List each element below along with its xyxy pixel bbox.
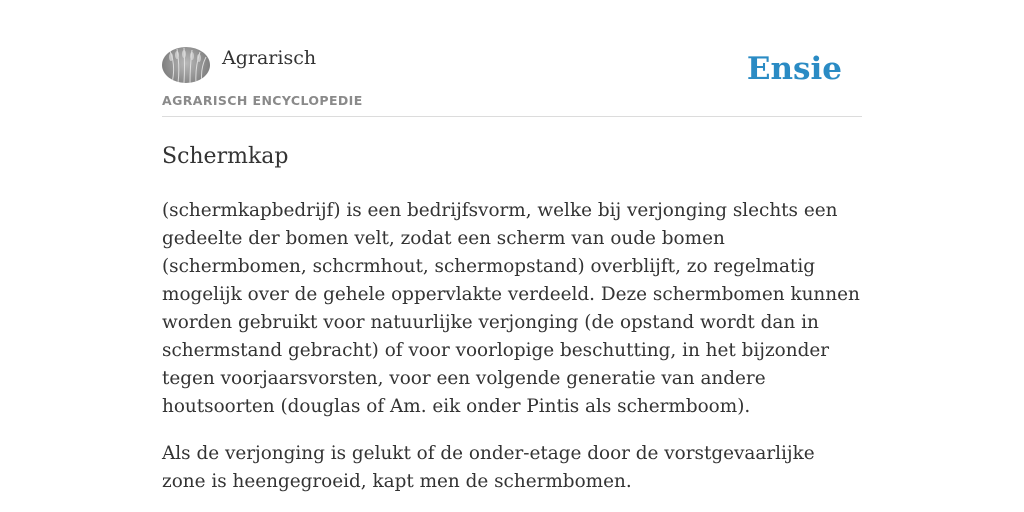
article-body	[162, 197, 862, 496]
article-paragraph: (schermkapbedrijf) is een bedrijfsvorm, welke bij verjonging slechts een gedeelte der bomen velt, zodat een scherm van oude bomen (schermbomen, schcrmhout, schermopstand) overblijft, zo regelmatig mogelijk over de gehele oppervlakte verdeeld. Deze schermbomen kunnen worden gebruikt voor natuurlijke verjonging (de opstand wordt dan in schermstand gebracht) of voor voorlopige beschutting, in het bijzonder tegen voorjaarsvorsten, voor een volgende generatie van andere houtsoorten (douglas of Am. eik onder Pintis als schermboom).	[162, 200, 860, 417]
header	[162, 0, 862, 117]
page-container	[162, 0, 862, 496]
brand-logo-link[interactable]: Ensie	[746, 51, 842, 87]
article-paragraph: Als de verjonging is gelukt of de onder-etage door de vorstgevaarlijke zone is heengegroeid, kapt men de schermbomen.	[162, 443, 815, 492]
book-subtitle: AGRARISCH ENCYCLOPEDIE	[162, 93, 363, 108]
article-title: Schermkap	[162, 144, 289, 169]
wheat-icon[interactable]	[162, 47, 210, 83]
book-name[interactable]: Agrarisch	[222, 47, 317, 69]
